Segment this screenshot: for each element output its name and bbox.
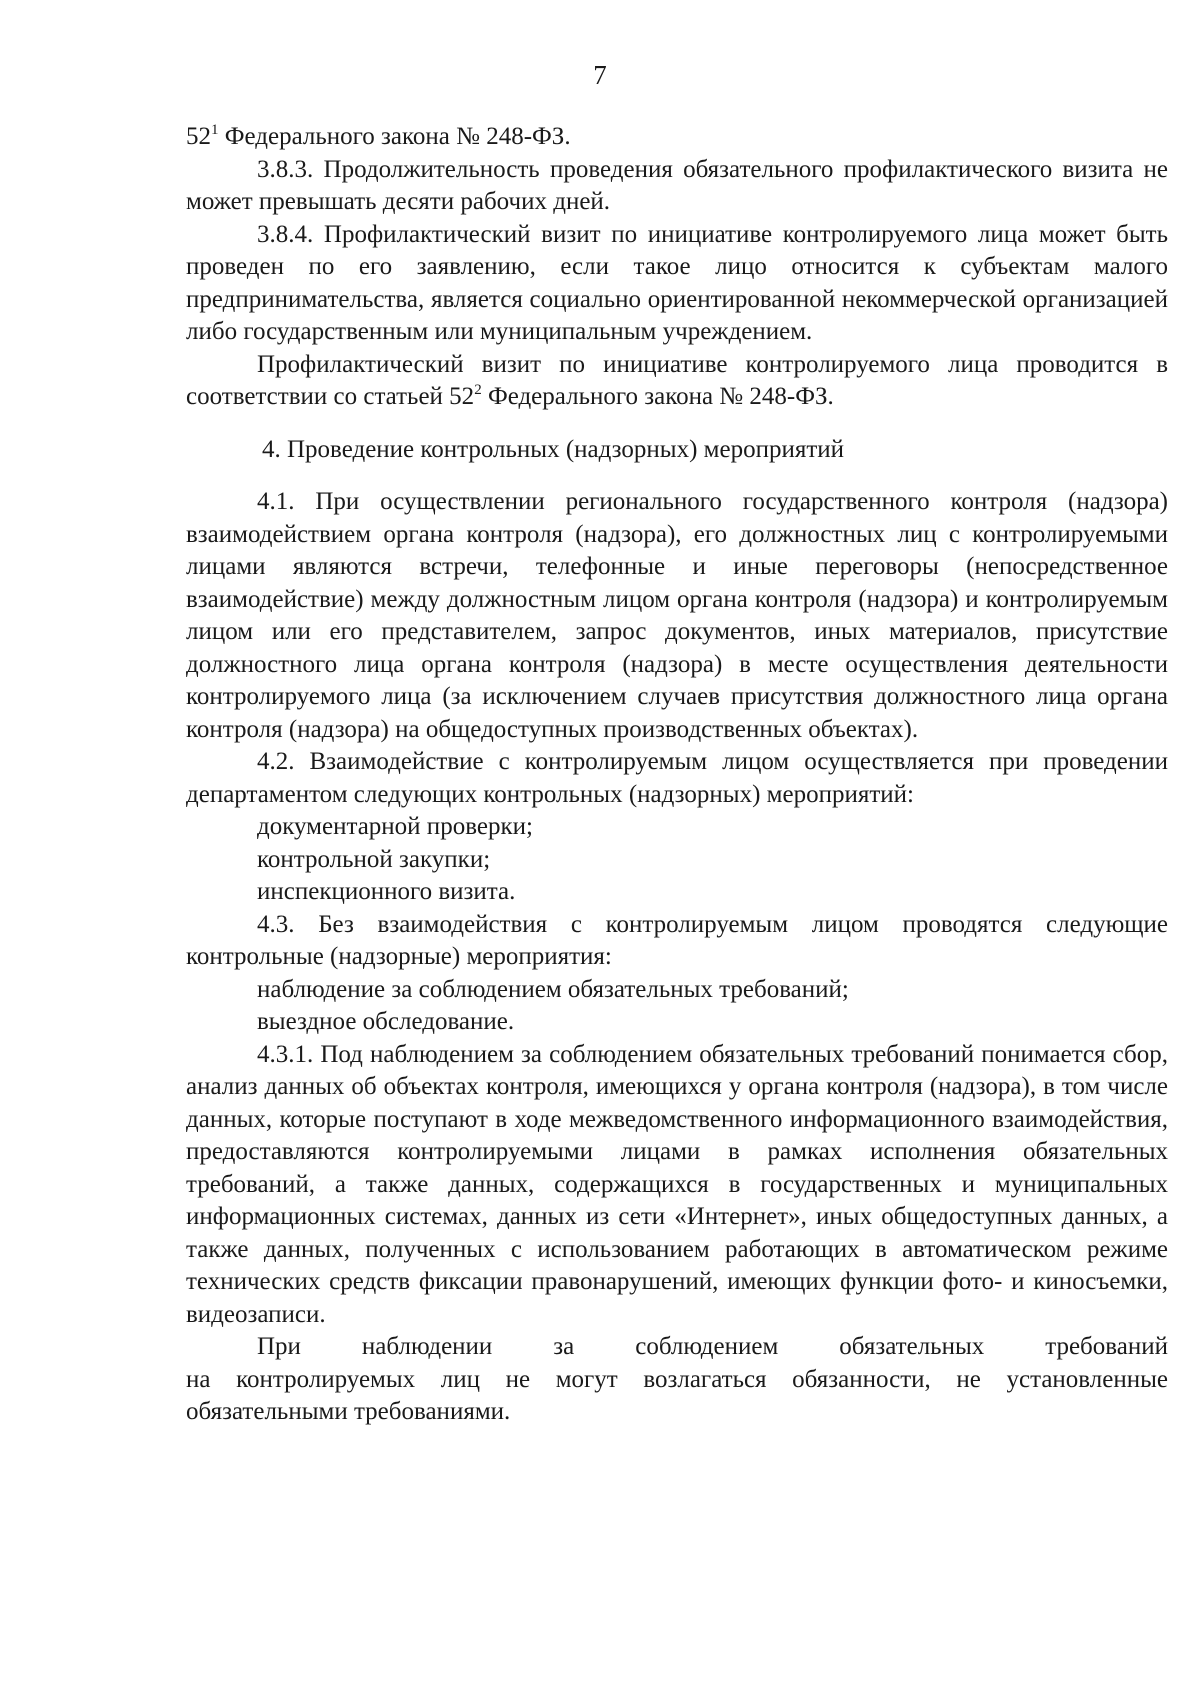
paragraph-4-3: 4.3. Без взаимодействия с контролируемым лицом проводятся следующие контрольные (надзорные) мероприятия: bbox=[186, 910, 1168, 970]
article-superscript: 1 bbox=[211, 122, 219, 138]
paragraph-3-8-3: 3.8.3. Продолжительность проведения обязательного профилактического визита не может превышать десяти рабочих дней. bbox=[186, 155, 1168, 215]
list-item: контрольной закупки; bbox=[257, 845, 491, 873]
article-superscript: 2 bbox=[474, 382, 482, 398]
article-number: 52 bbox=[186, 123, 211, 150]
list-item: выездное обследование. bbox=[257, 1008, 515, 1035]
list-item: наблюдение за соблюдением обязательных требований; bbox=[257, 975, 849, 1003]
paragraph-4-2: 4.2. Взаимодействие с контролируемым лицом осуществляется при проведении департаментом следующих контрольных (надзорных) мероприятий: bbox=[186, 748, 1168, 808]
paragraph-text-suffix: Федерального закона № 248-ФЗ. bbox=[481, 383, 834, 410]
paragraph-visit-initiative bbox=[186, 349, 1168, 414]
paragraph-4-1: 4.1. При осуществлении регионального государственного контроля (надзора) взаимодействием органа контроля (надзора), его должностных лиц с контролируемыми лицами являются встречи, телефонные и иные переговоры (непосредственное взаимодействие) между должностным лицом органа контроля (надзора) и контролируемым лицом или его представителем, запрос документов, иных материалов, присутствие должностного лица органа контроля (надзора) в месте осуществления деятельности контролируемого лица (за исключением случаев присутствия должностного лица органа контроля (надзора) на общедоступных производственных объектах). bbox=[186, 488, 1168, 743]
paragraph-observation-line1: При наблюдении за соблюдением обязательных требований bbox=[257, 1333, 1168, 1360]
paragraph-observation-rest: на контролируемых лиц не могут возлагаться обязанности, не установленные обязательными требованиями. bbox=[186, 1365, 1168, 1425]
paragraph-law-reference bbox=[186, 121, 1168, 154]
paragraph-4-3-1: 4.3.1. Под наблюдением за соблюдением обязательных требований понимается сбор, анализ данных об объектах контроля, имеющихся у органа контроля (надзора), в том числе данных, которые поступают в ходе межведомственного информационного взаимодействия, предоставляются контролируемыми лицами в рамках исполнения обязательных требований, а также данных, содержащихся в государственных и муниципальных информационных системах, данных из сети «Интернет», иных общедоступных данных, а также данных, полученных с использованием работающих в автоматическом режиме технических средств фиксации правонарушений, имеющих функции фото- и киносъемки, видеозаписи. bbox=[186, 1040, 1168, 1328]
section-heading: 4. Проведение контрольных (надзорных) мероприятий bbox=[262, 435, 845, 463]
page-number: 7 bbox=[593, 60, 607, 90]
paragraph-text: Профилактический визит по инициативе контролируемого лица проводится в соответствии со статьей 52 bbox=[186, 350, 1168, 410]
paragraph-3-8-4: 3.8.4. Профилактический визит по инициативе контролируемого лица может быть проведен по его заявлению, если такое лицо относится к субъектам малого предпринимательства, является социально ориентированной некоммерческой организацией либо государственным или муниципальным учреждением. bbox=[186, 220, 1168, 345]
document-body bbox=[186, 121, 1168, 1429]
paragraph-text: Федерального закона № 248-ФЗ. bbox=[218, 123, 571, 150]
list-item: документарной проверки; bbox=[257, 813, 533, 840]
list-item: инспекционного визита. bbox=[257, 878, 516, 905]
